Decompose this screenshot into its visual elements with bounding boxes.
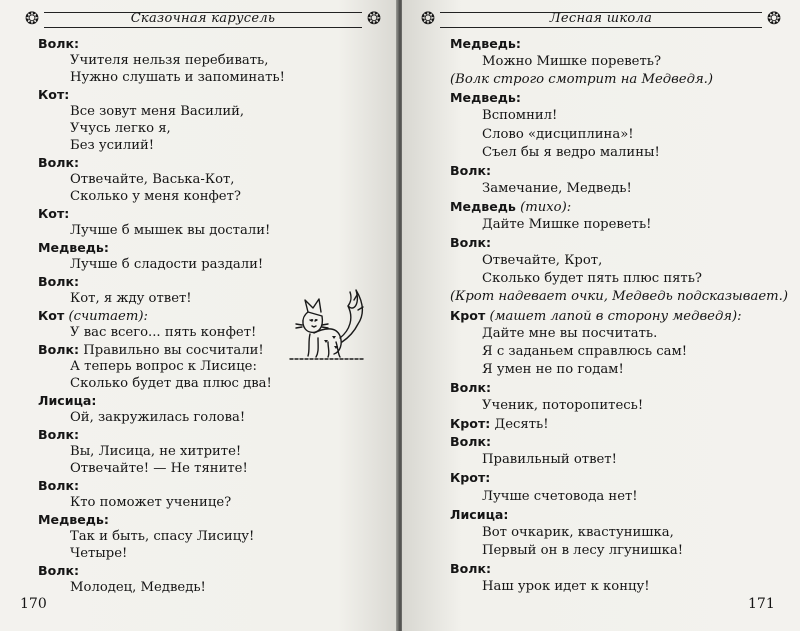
page-number: 171 (748, 596, 775, 612)
line-text: (Крот надевает очки, Медведь подсказывает.) (450, 289, 788, 305)
dialogue-line (482, 106, 557, 126)
line-text: Первый он в лесу лгунишка! (482, 542, 683, 558)
right-page (402, 0, 800, 631)
left-page (0, 0, 398, 631)
dialogue-line (482, 450, 617, 470)
line-text: Я с заданьем справлюсь сам! (482, 343, 688, 359)
stage-direction: (считает): (64, 309, 148, 324)
dialogue-line (482, 541, 683, 561)
line-text: Так и быть, спасу Лисицу! (70, 529, 255, 544)
header-title: Лесная школа (549, 11, 653, 26)
line-text: Лучше б мышек вы достали! (70, 223, 271, 238)
line-text: Дайте Мишке пореветь! (482, 217, 652, 232)
ornament-icon: ❂ (366, 9, 382, 29)
speaker-name (450, 233, 491, 253)
speaker-label: Лисица: (38, 393, 97, 408)
speaker-label: Медведь: (38, 240, 109, 255)
dialogue-line (70, 136, 154, 156)
speaker-label: Медведь: (450, 36, 521, 51)
speaker-name (450, 414, 549, 434)
dialogue-line (482, 179, 632, 199)
line-text: Можно Мишке пореветь? (482, 54, 662, 70)
dialogue-line (70, 187, 241, 207)
line-text: Нужно слушать и запоминать! (70, 70, 285, 85)
line-text: Вы, Лисица, не хитрите! (70, 444, 242, 459)
line-text: Молодец, Медведь! (70, 580, 206, 595)
line-text: (Волк строго смотрит на Медведя.) (450, 72, 714, 88)
speaker-label: Волк: (38, 36, 80, 51)
dialogue-line (482, 215, 651, 235)
dialogue-line (70, 578, 206, 598)
line-text: Дайте мне вы посчитать. (482, 325, 658, 341)
page-number: 170 (20, 596, 47, 612)
ornament-icon: ❂ (24, 9, 40, 29)
ornament-icon: ❂ (766, 9, 782, 29)
speaker-label: Крот: (450, 416, 491, 432)
speaker-name (450, 88, 521, 108)
speaker-name (38, 204, 69, 224)
speaker-name (450, 306, 742, 326)
speaker-label: Волк: (450, 560, 492, 576)
speaker-label: Волк: (38, 274, 80, 289)
speaker-name (450, 197, 571, 217)
dialogue-line (70, 374, 272, 394)
running-header (22, 8, 384, 30)
header-title: Сказочная карусель (130, 11, 276, 26)
speaker-name (450, 378, 491, 398)
line-text: Учусь легко я, (70, 121, 171, 136)
line-text: Отвечайте, Крот, (482, 253, 603, 269)
speaker-label: Кот (38, 308, 65, 323)
dialogue-line (482, 396, 643, 416)
cat-drawing-icon (288, 282, 368, 364)
line-text: Кот, я жду ответ! (70, 291, 192, 306)
line-text: А теперь вопрос к Лисице: (70, 359, 257, 374)
line-text: Ой, закружилась голова! (70, 410, 246, 425)
speaker-label: Волк: (38, 427, 80, 442)
dialogue-line (482, 577, 650, 597)
line-text: Ученик, поторопитесь! (482, 398, 644, 413)
line-text: Лучше счетовода нет! (482, 488, 638, 504)
dialogue-line (482, 143, 660, 163)
speaker-label: Волк: (450, 379, 492, 395)
stage-direction (450, 287, 788, 307)
speaker-label: Волк: (38, 563, 80, 578)
dialogue-line (482, 487, 638, 507)
line-text: Учителя нельзя перебивать, (70, 53, 269, 68)
speaker-name (450, 432, 491, 452)
line-text: Сколько будет пять плюс пять? (482, 271, 702, 287)
speaker-label: Волк: (38, 478, 80, 493)
speaker-label: Кот: (38, 206, 70, 221)
ornament-icon: ❂ (420, 9, 436, 29)
speaker-label: Кот: (38, 87, 70, 102)
line-text: Наш урок идет к концу! (482, 579, 650, 594)
speaker-name (450, 161, 491, 181)
line-text: Лучше б сладости раздали! (70, 257, 264, 272)
speaker-label: Крот (450, 307, 486, 323)
dialogue-line (482, 269, 702, 289)
dialogue-line (482, 125, 634, 145)
speaker-label: Медведь: (38, 512, 109, 527)
speaker-name (450, 34, 521, 54)
dialogue-line (482, 324, 657, 344)
running-header (418, 8, 784, 30)
speaker-name (450, 559, 491, 579)
speaker-label: Волк: (450, 434, 492, 450)
speaker-name (450, 505, 508, 525)
dialogue-line (70, 68, 285, 88)
stage-direction: (тихо): (515, 199, 572, 215)
line-text: Все зовут меня Василий, (70, 104, 245, 119)
line-text: Отвечайте, Васька-Кот, (70, 172, 235, 187)
dialogue-line (70, 459, 248, 479)
line-text: Замечание, Медведь! (482, 180, 632, 196)
stage-direction: (машет лапой в сторону медведя): (485, 308, 742, 324)
line-text: Кто поможет ученице? (70, 495, 232, 510)
speaker-label: Крот: (450, 470, 491, 486)
line-text: Вот очкарик, квастунишка, (482, 524, 674, 540)
stage-direction (450, 70, 713, 90)
speaker-name (450, 468, 490, 488)
line-text: Без усилий! (70, 138, 155, 153)
speaker-label: Лисица: (450, 506, 509, 522)
line-text: Четыре! (70, 546, 128, 561)
speaker-name (38, 85, 69, 105)
line-text: Правильный ответ! (482, 452, 617, 468)
line-text: Сколько у меня конфет? (70, 189, 241, 204)
dialogue-line (482, 251, 602, 271)
dialogue-line (482, 52, 661, 72)
dialogue-line: Правильно вы сосчитали! (79, 343, 264, 358)
speaker-label: Медведь: (450, 90, 521, 106)
line-text: У вас всего... пять конфет! (70, 325, 257, 340)
dialogue-line (482, 342, 687, 362)
dialogue-line (482, 523, 674, 543)
line-text: Сколько будет два плюс два! (70, 376, 272, 391)
speaker-label: Волк: (450, 162, 492, 178)
line-text: Слово «дисциплина»! (482, 126, 634, 142)
line-text: Я умен не по годам! (482, 361, 624, 377)
speaker-label: Волк: (38, 342, 80, 357)
speaker-label: Медведь (450, 198, 516, 214)
speaker-label: Волк: (450, 235, 492, 251)
line-text: Вспомнил! (482, 108, 558, 124)
dialogue-line: Десять! (490, 417, 549, 433)
line-text: Съел бы я ведро малины! (482, 144, 660, 160)
dialogue-line (482, 360, 624, 380)
dialogue-line (70, 408, 245, 428)
dialogue-line (70, 255, 263, 275)
line-text: Отвечайте! — Не тяните! (70, 461, 248, 476)
speaker-label: Волк: (38, 155, 80, 170)
